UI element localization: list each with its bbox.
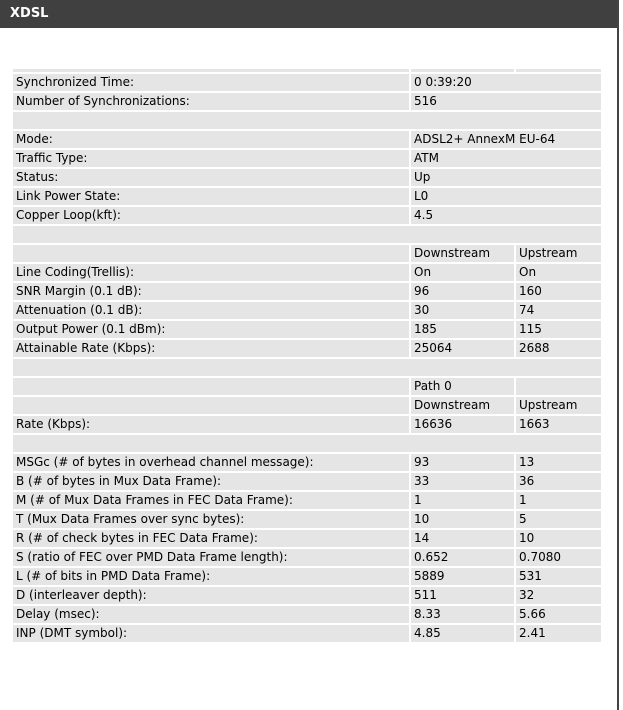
table-row	[13, 587, 601, 604]
d-up: 32	[516, 587, 601, 604]
empty-header-cell	[13, 378, 409, 395]
s-down: 0.652	[411, 549, 514, 566]
delay-label: Delay (msec):	[13, 606, 409, 623]
mode-value: ADSL2+ AnnexM EU-64	[411, 131, 601, 148]
t-up: 5	[516, 511, 601, 528]
table-row	[13, 492, 601, 509]
separator-row	[13, 435, 601, 452]
r-up: 10	[516, 530, 601, 547]
line-coding-up: On	[516, 264, 601, 281]
inp-down: 4.85	[411, 625, 514, 642]
b-down: 33	[411, 473, 514, 490]
attainable-rate-label: Attainable Rate (Kbps):	[13, 340, 409, 357]
snr-margin-up: 160	[516, 283, 601, 300]
table-row	[13, 321, 601, 338]
table-row	[13, 131, 601, 148]
path-header: Path 0	[411, 378, 514, 395]
table-row	[13, 207, 601, 224]
separator-row	[13, 226, 601, 243]
rate-label: Rate (Kbps):	[13, 416, 409, 433]
table-header-row	[13, 397, 601, 414]
t-label: T (Mux Data Frames over sync bytes):	[13, 511, 409, 528]
output-power-label: Output Power (0.1 dBm):	[13, 321, 409, 338]
inp-up: 2.41	[516, 625, 601, 642]
attainable-rate-up: 2688	[516, 340, 601, 357]
msgc-label: MSGc (# of bytes in overhead channel message):	[13, 454, 409, 471]
b-label: B (# of bytes in Mux Data Frame):	[13, 473, 409, 490]
table-row	[13, 454, 601, 471]
traffic-type-label: Traffic Type:	[13, 150, 409, 167]
link-power-state-value: L0	[411, 188, 601, 205]
l-up: 531	[516, 568, 601, 585]
line-coding-down: On	[411, 264, 514, 281]
rate-down: 16636	[411, 416, 514, 433]
table-row	[13, 530, 601, 547]
status-value: Up	[411, 169, 601, 186]
separator-row	[13, 112, 601, 129]
m-up: 1	[516, 492, 601, 509]
table-row	[13, 169, 601, 186]
sync-count-label: Number of Synchronizations:	[13, 93, 409, 110]
link-power-state-label: Link Power State:	[13, 188, 409, 205]
d-label: D (interleaver depth):	[13, 587, 409, 604]
table-row	[13, 340, 601, 357]
m-down: 1	[411, 492, 514, 509]
downstream-header: Downstream	[411, 245, 514, 262]
mode-label: Mode:	[13, 131, 409, 148]
empty-header-cell	[13, 245, 409, 262]
msgc-up: 13	[516, 454, 601, 471]
table-row	[13, 150, 601, 167]
l-label: L (# of bits in PMD Data Frame):	[13, 568, 409, 585]
delay-down: 8.33	[411, 606, 514, 623]
traffic-type-value: ATM	[411, 150, 601, 167]
table-row	[13, 416, 601, 433]
table-row	[13, 93, 601, 110]
table-row	[13, 264, 601, 281]
synchronized-time-value: 0 0:39:20	[411, 74, 601, 91]
output-power-down: 185	[411, 321, 514, 338]
snr-margin-label: SNR Margin (0.1 dB):	[13, 283, 409, 300]
table-row	[13, 625, 601, 642]
table-row	[13, 568, 601, 585]
table-row	[13, 302, 601, 319]
table-header-row	[13, 378, 601, 395]
copper-loop-label: Copper Loop(kft):	[13, 207, 409, 224]
table-top-spacer	[13, 69, 601, 72]
s-label: S (ratio of FEC over PMD Data Frame length):	[13, 549, 409, 566]
inp-label: INP (DMT symbol):	[13, 625, 409, 642]
synchronized-time-label: Synchronized Time:	[13, 74, 409, 91]
separator-row	[13, 359, 601, 376]
table-row	[13, 549, 601, 566]
panel-title: XDSL	[0, 0, 617, 28]
sync-count-value: 516	[411, 93, 601, 110]
snr-margin-down: 96	[411, 283, 514, 300]
delay-up: 5.66	[516, 606, 601, 623]
empty-header-cell	[516, 378, 601, 395]
r-down: 14	[411, 530, 514, 547]
attenuation-down: 30	[411, 302, 514, 319]
msgc-down: 93	[411, 454, 514, 471]
b-up: 36	[516, 473, 601, 490]
table-row	[13, 283, 601, 300]
table-row	[13, 188, 601, 205]
line-coding-label: Line Coding(Trellis):	[13, 264, 409, 281]
l-down: 5889	[411, 568, 514, 585]
empty-header-cell	[13, 397, 409, 414]
attenuation-up: 74	[516, 302, 601, 319]
xdsl-stats-table	[11, 67, 603, 644]
rate-up: 1663	[516, 416, 601, 433]
downstream-header: Downstream	[411, 397, 514, 414]
upstream-header: Upstream	[516, 245, 601, 262]
table-row	[13, 473, 601, 490]
s-up: 0.7080	[516, 549, 601, 566]
table-row	[13, 74, 601, 91]
copper-loop-value: 4.5	[411, 207, 601, 224]
table-header-row	[13, 245, 601, 262]
attainable-rate-down: 25064	[411, 340, 514, 357]
table-row	[13, 511, 601, 528]
output-power-up: 115	[516, 321, 601, 338]
t-down: 10	[411, 511, 514, 528]
status-label: Status:	[13, 169, 409, 186]
m-label: M (# of Mux Data Frames in FEC Data Frame):	[13, 492, 409, 509]
upstream-header: Upstream	[516, 397, 601, 414]
r-label: R (# of check bytes in FEC Data Frame):	[13, 530, 409, 547]
d-down: 511	[411, 587, 514, 604]
attenuation-label: Attenuation (0.1 dB):	[13, 302, 409, 319]
table-row	[13, 606, 601, 623]
